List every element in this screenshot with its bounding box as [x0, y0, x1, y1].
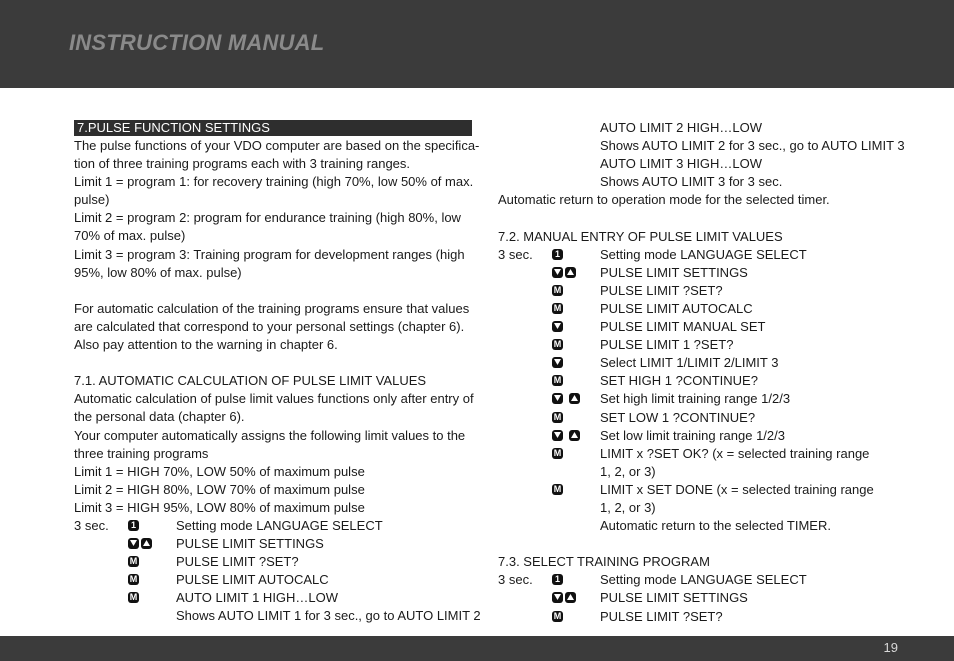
step-text: Setting mode LANGUAGE SELECT: [176, 517, 383, 533]
step-text: AUTO LIMIT 3 HIGH…LOW: [600, 156, 763, 172]
sub-heading: 7.2. MANUAL ENTRY OF PULSE LIMIT VALUES: [498, 228, 783, 244]
step-text: PULSE LIMIT SETTINGS: [600, 264, 748, 280]
sub-heading: 7.3. SELECT TRAINING PROGRAM: [498, 554, 710, 570]
step-keys: [552, 412, 565, 424]
step-row: [498, 282, 898, 300]
step-row: [498, 173, 898, 191]
down-arrow-key-icon: [552, 267, 563, 278]
key-m-icon: M: [553, 302, 562, 313]
key-m-icon: M: [553, 411, 562, 422]
step-text: Shows AUTO LIMIT 1 for 3 sec., go to AUTO LIMIT 2: [176, 608, 481, 624]
key-m-icon: M: [129, 592, 138, 603]
key-m-icon: M: [553, 339, 562, 350]
step-keys: [552, 592, 578, 604]
step-row: [498, 571, 898, 589]
page-number: 19: [883, 640, 898, 655]
step-row: [498, 409, 898, 427]
step-text: AUTO LIMIT 1 HIGH…LOW: [176, 590, 339, 606]
step-row: [74, 589, 472, 607]
text-line: Limit 1 = program 1: for recovery training (high 70%, low 50% of max.: [74, 174, 474, 190]
step-row: [498, 300, 898, 318]
step-keys: [552, 303, 565, 315]
step-keys: [552, 339, 565, 351]
step-text: SET LOW 1 ?CONTINUE?: [600, 409, 756, 425]
step-row: [498, 589, 898, 607]
step-text: Set high limit training range 1/2/3: [600, 391, 791, 407]
right-column: [498, 119, 905, 626]
step-keys: [128, 538, 154, 550]
step-text: PULSE LIMIT MANUAL SET: [600, 319, 766, 335]
step-row: [74, 535, 472, 553]
up-arrow-key-icon: [141, 538, 152, 549]
step-keys: [552, 611, 565, 623]
text-line: 70% of max. pulse): [74, 228, 186, 244]
text-line: tion of three training programs each with 3 training ranges.: [74, 156, 411, 172]
key-1-icon: 1: [552, 249, 563, 260]
text-line: Limit 1 = HIGH 70%, LOW 50% of maximum pulse: [74, 463, 365, 479]
text-line: 95%, low 80% of max. pulse): [74, 264, 242, 280]
step-text: Shows AUTO LIMIT 2 for 3 sec., go to AUTO LIMIT 3: [600, 138, 905, 154]
step-keys: [552, 267, 578, 279]
text-line: Limit 3 = HIGH 95%, LOW 80% of maximum pulse: [74, 499, 365, 515]
step-text: SET HIGH 1 ?CONTINUE?: [600, 373, 758, 389]
step-text: PULSE LIMIT ?SET?: [600, 282, 723, 298]
text-line: Your computer automatically assigns the following limit values to the: [74, 427, 466, 443]
step-keys: [552, 249, 565, 261]
step-row: [74, 607, 481, 625]
step-keys: [128, 556, 141, 568]
down-arrow-key-icon: [128, 538, 139, 549]
step-keys: [552, 448, 565, 460]
text-line: Limit 3 = program 3: Training program for development ranges (high: [74, 246, 465, 262]
key-m-icon: M: [553, 610, 562, 621]
key-1-icon: 1: [552, 574, 563, 585]
step-keys: [552, 285, 565, 297]
footer-bar: [0, 636, 954, 661]
step-text: PULSE LIMIT ?SET?: [176, 554, 299, 570]
header-bar: [0, 0, 954, 88]
step-keys: [128, 592, 141, 604]
key-m-icon: M: [553, 284, 562, 295]
text-line: the personal data (chapter 6).: [74, 409, 245, 425]
step-text: PULSE LIMIT 1 ?SET?: [600, 337, 734, 353]
up-arrow-key-icon: [565, 592, 576, 603]
section-title-bar: 7.PULSE FUNCTION SETTINGS: [74, 120, 472, 136]
step-text: PULSE LIMIT AUTOCALC: [600, 300, 753, 316]
key-1-icon: 1: [128, 520, 139, 531]
step-row: [498, 246, 898, 264]
spacer: [498, 535, 898, 553]
text-line: Limit 2 = program 2: program for endurance training (high 80%, low: [74, 210, 461, 226]
step-keys: [128, 574, 141, 586]
key-m-icon: M: [553, 447, 562, 458]
step-text: PULSE LIMIT SETTINGS: [176, 536, 324, 552]
step-row: [498, 137, 905, 155]
text-line: For automatic calculation of the training programs ensure that values: [74, 300, 470, 316]
key-m-icon: M: [129, 556, 138, 567]
step-row: [74, 571, 472, 589]
spacer: [74, 354, 472, 372]
step-keys: [552, 484, 565, 496]
step-text: Select LIMIT 1/LIMIT 2/LIMIT 3: [600, 355, 779, 371]
step-text: LIMIT x SET DONE (x = selected training range: [600, 481, 874, 497]
step-keys: [552, 430, 582, 442]
step-time: 3 sec.: [498, 246, 533, 262]
step-row: [498, 390, 898, 408]
spacer: [74, 282, 472, 300]
step-row: [498, 463, 898, 481]
step-row: [498, 318, 898, 336]
step-text: Setting mode LANGUAGE SELECT: [600, 246, 807, 262]
step-keys: [552, 393, 582, 405]
step-row: [498, 155, 898, 173]
step-row: [498, 445, 898, 463]
step-keys: [552, 321, 565, 333]
key-m-icon: M: [129, 574, 138, 585]
manual-title: INSTRUCTION MANUAL: [69, 30, 325, 55]
step-keys: [552, 357, 565, 369]
left-column: [74, 119, 481, 626]
text-line: Limit 2 = HIGH 80%, LOW 70% of maximum pulse: [74, 481, 365, 497]
step-row: [498, 499, 898, 517]
step-text: PULSE LIMIT AUTOCALC: [176, 572, 329, 588]
text-line: Also pay attention to the warning in chapter 6.: [74, 337, 338, 353]
step-text: PULSE LIMIT ?SET?: [600, 608, 723, 624]
down-arrow-key-icon: [552, 592, 563, 603]
step-row: [498, 517, 898, 535]
sub-heading: 7.1. AUTOMATIC CALCULATION OF PULSE LIMIT VALUES: [74, 373, 427, 389]
step-keys: [552, 375, 565, 387]
step-text: AUTO LIMIT 2 HIGH…LOW: [600, 120, 763, 135]
down-arrow-key-icon: [552, 321, 563, 332]
step-text: Setting mode LANGUAGE SELECT: [600, 572, 807, 588]
down-arrow-key-icon: [552, 357, 563, 368]
step-time: 3 sec.: [74, 517, 109, 533]
text-line: three training programs: [74, 445, 209, 461]
text-line: Automatic return to operation mode for the selected timer.: [498, 192, 830, 208]
down-arrow-key-icon: [552, 430, 563, 441]
step-row: [498, 481, 898, 499]
key-m-icon: M: [553, 375, 562, 386]
up-arrow-key-icon: [565, 267, 576, 278]
step-row: [498, 608, 898, 626]
text-line: are calculated that correspond to your personal settings (chapter 6).: [74, 318, 465, 334]
step-text: 1, 2, or 3): [600, 499, 656, 515]
step-text: Set low limit training range 1/2/3: [600, 427, 785, 443]
step-row: [498, 354, 898, 372]
down-arrow-key-icon: [552, 393, 563, 404]
step-row: [498, 264, 898, 282]
step-keys: [552, 574, 565, 586]
text-line: The pulse functions of your VDO computer are based on the specifica-: [74, 138, 480, 153]
step-text: Shows AUTO LIMIT 3 for 3 sec.: [600, 174, 783, 190]
step-row: [74, 517, 472, 535]
step-time: 3 sec.: [498, 572, 533, 588]
step-text: 1, 2, or 3): [600, 463, 656, 479]
key-m-icon: M: [553, 483, 562, 494]
up-arrow-key-icon: [569, 430, 580, 441]
step-row: [498, 372, 898, 390]
text-line: Automatic calculation of pulse limit values functions only after entry of: [74, 391, 474, 407]
step-text: LIMIT x ?SET OK? (x = selected training range: [600, 445, 870, 461]
step-row: [498, 427, 898, 445]
step-text: PULSE LIMIT SETTINGS: [600, 590, 748, 606]
up-arrow-key-icon: [569, 393, 580, 404]
step-keys: [128, 520, 141, 532]
text-line: pulse): [74, 192, 110, 208]
step-row: [74, 553, 472, 571]
step-row: [498, 336, 898, 354]
step-row: [498, 119, 898, 137]
step-text: Automatic return to the selected TIMER.: [600, 518, 831, 534]
spacer: [498, 209, 898, 227]
